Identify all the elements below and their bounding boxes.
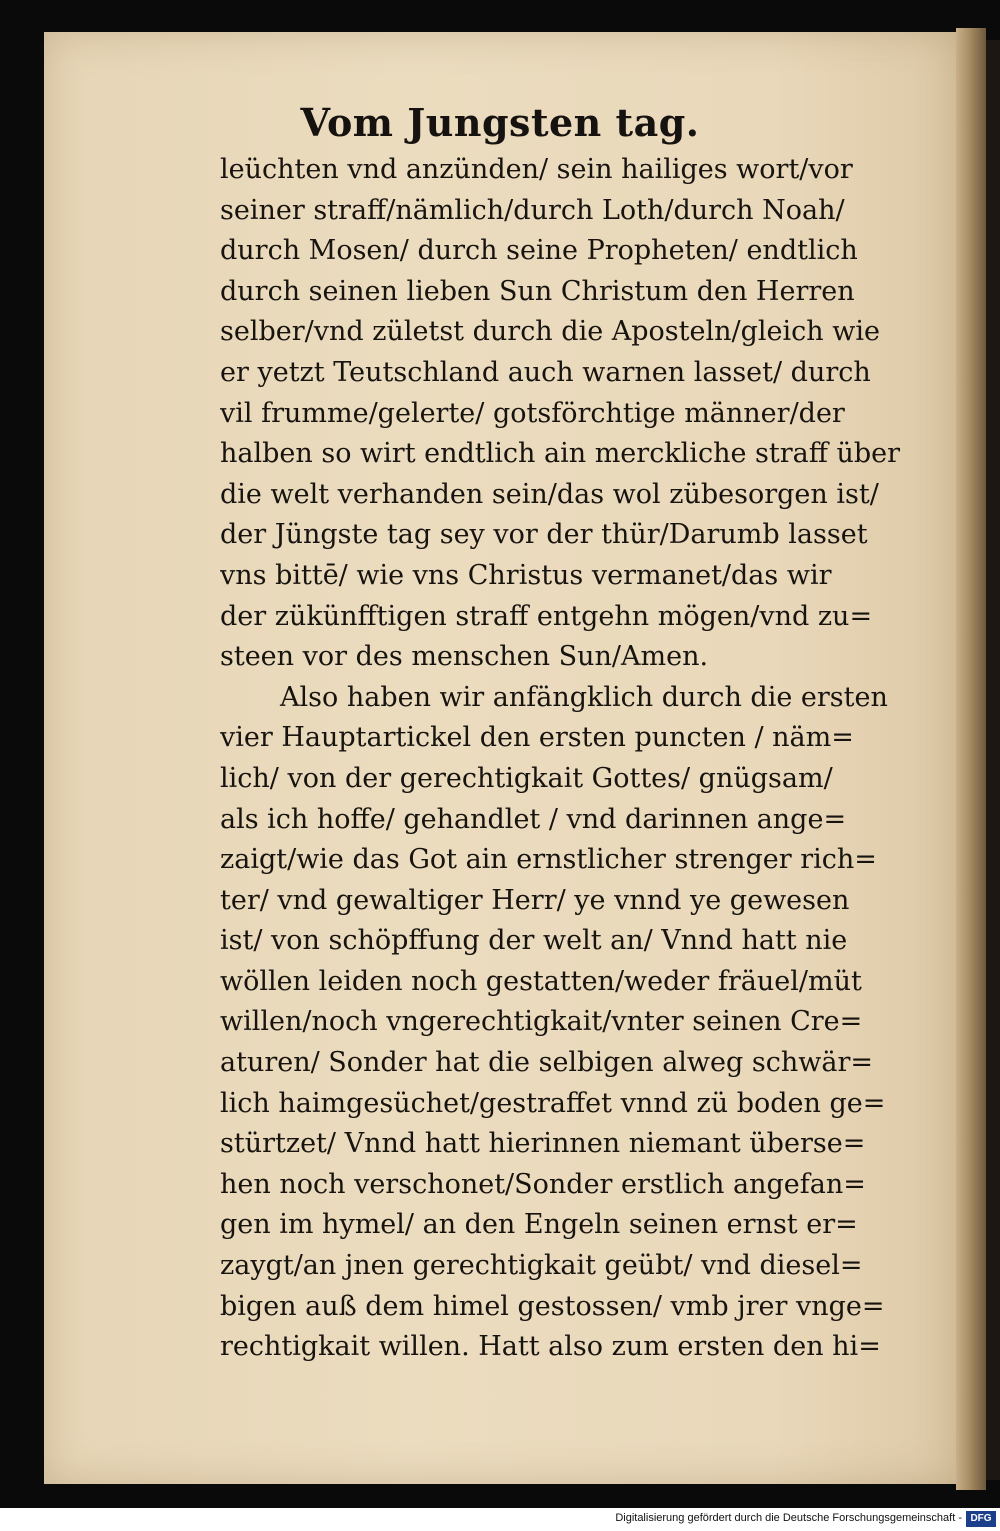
text-line: wöllen leiden noch gestatten/weder fräuel/müt <box>220 965 862 997</box>
text-line: zaigt/wie das Got ain ernstlicher strenger rich= <box>220 844 877 876</box>
text-line: er yetzt Teutschland auch warnen lasset/ durch <box>220 356 871 388</box>
text-line: Also haben wir anfängklich durch die ersten <box>280 681 888 713</box>
page-edge <box>986 40 1000 1480</box>
running-head: Vom Jungsten tag. <box>300 100 700 145</box>
text-line: der Jüngste tag sey vor der thür/Darumb lasset <box>220 519 868 551</box>
text-line: hen noch verschonet/Sonder erstlich angefan= <box>220 1168 866 1200</box>
funding-credit: Digitalisierung gefördert durch die Deutsche Forschungsgemeinschaft - <box>615 1512 962 1524</box>
text-line: selber/vnd zületst durch die Aposteln/gleich wie <box>220 316 880 348</box>
text-line: ist/ von schöpffung der welt an/ Vnnd hatt nie <box>220 925 848 957</box>
text-line: stürtzet/ Vnnd hatt hierinnen niemant überse= <box>220 1128 866 1160</box>
text-line: vns bittē/ wie vns Christus vermanet/das wir <box>220 559 832 591</box>
text-line: ter/ vnd gewaltiger Herr/ ye vnnd ye gewesen <box>220 884 850 916</box>
dfg-logo: DFG <box>966 1511 996 1527</box>
text-line: steen vor des menschen Sun/Amen. <box>220 641 709 673</box>
text-line: bigen auß dem himel gestossen/ vmb jrer vnge= <box>220 1290 885 1322</box>
text-line: der zükünfftigen straff entgehn mögen/vnd zu= <box>220 600 873 632</box>
book-spine <box>956 28 986 1490</box>
text-line: gen im hymel/ an den Engeln seinen ernst er= <box>220 1209 858 1241</box>
text-line: leüchten vnd anzünden/ sein hailiges wort/vor <box>220 154 853 185</box>
text-line: als ich hoffe/ gehandlet / vnd darinnen ange= <box>220 803 847 835</box>
text-line: die welt verhanden sein/das wol zübesorgen ist/ <box>220 478 879 510</box>
footer-bar <box>0 1508 1000 1531</box>
text-line: aturen/ Sonder hat die selbigen alweg schwär= <box>220 1047 873 1079</box>
text-line: halben so wirt endtlich ain merckliche straff über <box>220 438 901 470</box>
text-line: seiner straff/nämlich/durch Loth/durch Noah/ <box>220 194 845 226</box>
text-block <box>220 150 936 1368</box>
text-line: durch Mosen/ durch seine Propheten/ endtlich <box>220 235 858 267</box>
text-line: vil frumme/gelerte/ gotsförchtige männer/der <box>220 397 845 429</box>
text-line: rechtigkait willen. Hatt also zum ersten den hi= <box>220 1331 881 1363</box>
text-line: zaygt/an jnen gerechtigkait geübt/ vnd diesel= <box>220 1250 863 1282</box>
text-line: willen/noch vngerechtigkait/vnter seinen Cre= <box>220 1006 863 1038</box>
text-line: lich/ von der gerechtigkait Gottes/ gnügsam/ <box>220 762 833 794</box>
text-line: vier Hauptartickel den ersten puncten / näm= <box>220 722 854 754</box>
text-line: lich haimgesüchet/gestraffet vnnd zü boden ge= <box>220 1087 886 1119</box>
text-line: durch seinen lieben Sun Christum den Herren <box>220 275 855 307</box>
